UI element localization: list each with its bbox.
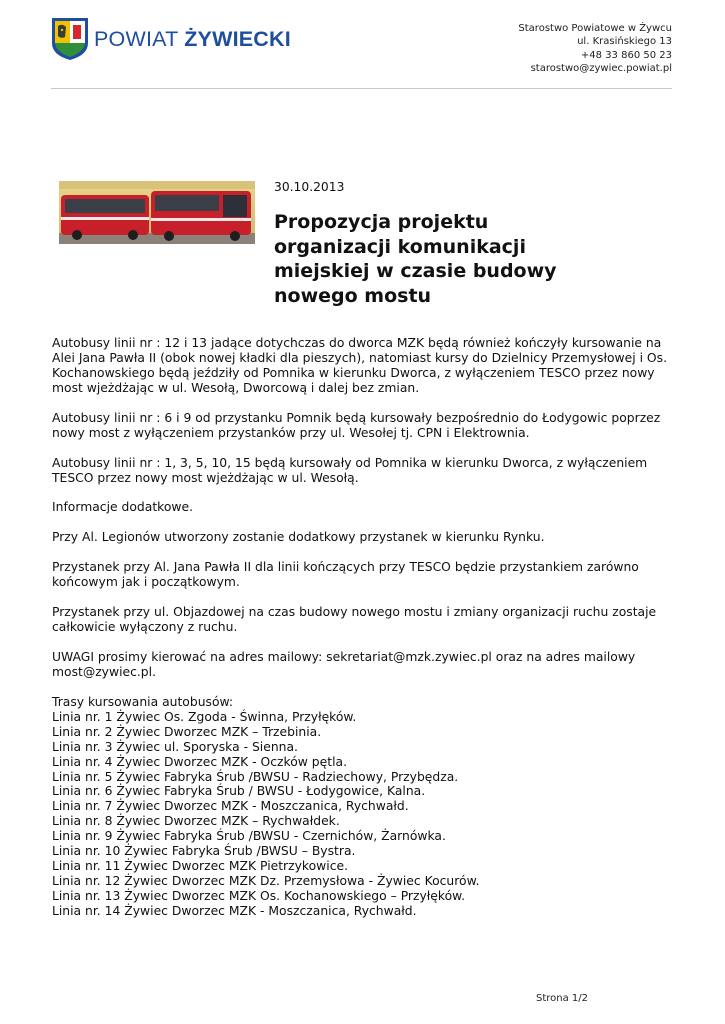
contact-address: ul. Krasińskiego 13: [577, 36, 672, 48]
paragraph-contact-emails: UWAGI prosimy kierować na adres mailowy: sekretariat@mzk.zywiec.pl oraz na adres mailowy most@zywiec.pl.: [52, 649, 636, 679]
logo-text-light: POWIAT: [94, 26, 185, 51]
article-date: 30.10.2013: [274, 180, 345, 194]
route-item: Linia nr. 6 Żywiec Fabryka Śrub / BWSU - Łodygowice, Kalna.: [52, 784, 426, 799]
route-item: Linia nr. 14 Żywiec Dworzec MZK - Moszczanica, Rychwałd.: [52, 904, 417, 919]
route-item: Linia nr. 9 Żywiec Fabryka Śrub /BWSU - Czernichów, Żarnówka.: [52, 829, 446, 844]
route-item: Linia nr. 5 Żywiec Fabryka Śrub /BWSU - Radziechowy, Przybędza.: [52, 769, 459, 784]
contact-block: [518, 22, 672, 75]
powiat-logo[interactable]: [51, 16, 291, 62]
route-item: Linia nr. 11 Żywiec Dworzec MZK Pietrzykowice.: [52, 859, 349, 874]
article-body: [52, 336, 674, 919]
paragraph-additional-info: Informacje dodatkowe.: [52, 500, 194, 515]
route-item: Linia nr. 3 Żywiec ul. Sporyska - Sienna.: [52, 739, 298, 754]
routes-heading: Trasy kursowania autobusów:: [52, 694, 234, 709]
paragraph-lines-6-9: Autobusy linii nr : 6 i 9 od przystanku Pomnik będą kursowały bezpośrednio do Łodygowic poprzez nowy most z wyłączeniem przystanków przy ul. Wesołej tj. CPN i Elektrownia.: [52, 410, 661, 440]
contact-phone[interactable]: +48 33 860 50 23: [580, 49, 672, 61]
route-item: Linia nr. 12 Żywiec Dworzec MZK Dz. Przemysłowa - Żywiec Kocurów.: [52, 874, 480, 889]
contact-email[interactable]: starostwo@zywiec.powiat.pl: [530, 62, 672, 74]
route-item: Linia nr. 4 Żywiec Dworzec MZK - Oczków pętla.: [52, 754, 347, 769]
route-item: Linia nr. 7 Żywiec Dworzec MZK - Moszczanica, Rychwałd.: [52, 799, 409, 814]
logo-wordmark: [94, 27, 291, 52]
bus-photo: [59, 181, 255, 244]
logo-text-bold: ŻYWIECKI: [184, 26, 291, 51]
coat-of-arms-icon: [51, 17, 89, 61]
contact-office: Starostwo Powiatowe w Żywcu: [518, 23, 672, 34]
article-title: Propozycja projektu organizacji komunikacji miejskiej w czasie budowy nowego mostu: [274, 211, 557, 307]
paragraph-objazdowa-stop: Przystanek przy ul. Objazdowej na czas budowy nowego mostu i zmiany organizacji ruchu zostaje całkowicie wyłączony z ruchu.: [52, 605, 657, 635]
route-item: Linia nr. 8 Żywiec Dworzec MZK – Rychwałdek.: [52, 814, 340, 829]
paragraph-pawla-stop: Przystanek przy Al. Jana Pawła II dla linii kończących przy TESCO będzie przystankiem zarówno końcowym jak i początkowym.: [52, 560, 639, 590]
paragraph-legionow-stop: Przy Al. Legionów utworzony zostanie dodatkowy przystanek w kierunku Rynku.: [52, 530, 545, 545]
route-item: Linia nr. 13 Żywiec Dworzec MZK Os. Kochanowskiego – Przyłęków.: [52, 889, 466, 904]
route-item: Linia nr. 2 Żywiec Dworzec MZK – Trzebinia.: [52, 724, 322, 739]
paragraph-lines-12-13: Autobusy linii nr : 12 i 13 jadące dotychczas do dworca MZK będą również kończyły kursowanie na Alei Jana Pawła II (obok nowej kładki dla pieszych), natomiast kursy do Dzielnicy Przemysłowej i Os. Kochanowskiego będą jeździły od Pomnika w kierunku Dworca, z wyłączeniem TESCO przez nowy most wjeżdżając w ul. Wesołą, Dworcową i dalej bez zmian.: [52, 336, 667, 395]
routes-list: [52, 710, 674, 919]
header-divider: [51, 88, 672, 89]
route-item: Linia nr. 10 Żywiec Fabryka Śrub /BWSU – Bystra.: [52, 844, 356, 859]
route-item: Linia nr. 1 Żywiec Os. Zgoda - Świnna, Przyłęków.: [52, 709, 357, 724]
paragraph-lines-1-3-5-10-15: Autobusy linii nr : 1, 3, 5, 10, 15 będą kursowały od Pomnika w kierunku Dworca, z wyłączeniem TESCO przez nowy most wjeżdżając w ul. Wesołą.: [52, 455, 648, 485]
page-number: Strona 1/2: [535, 993, 588, 1004]
